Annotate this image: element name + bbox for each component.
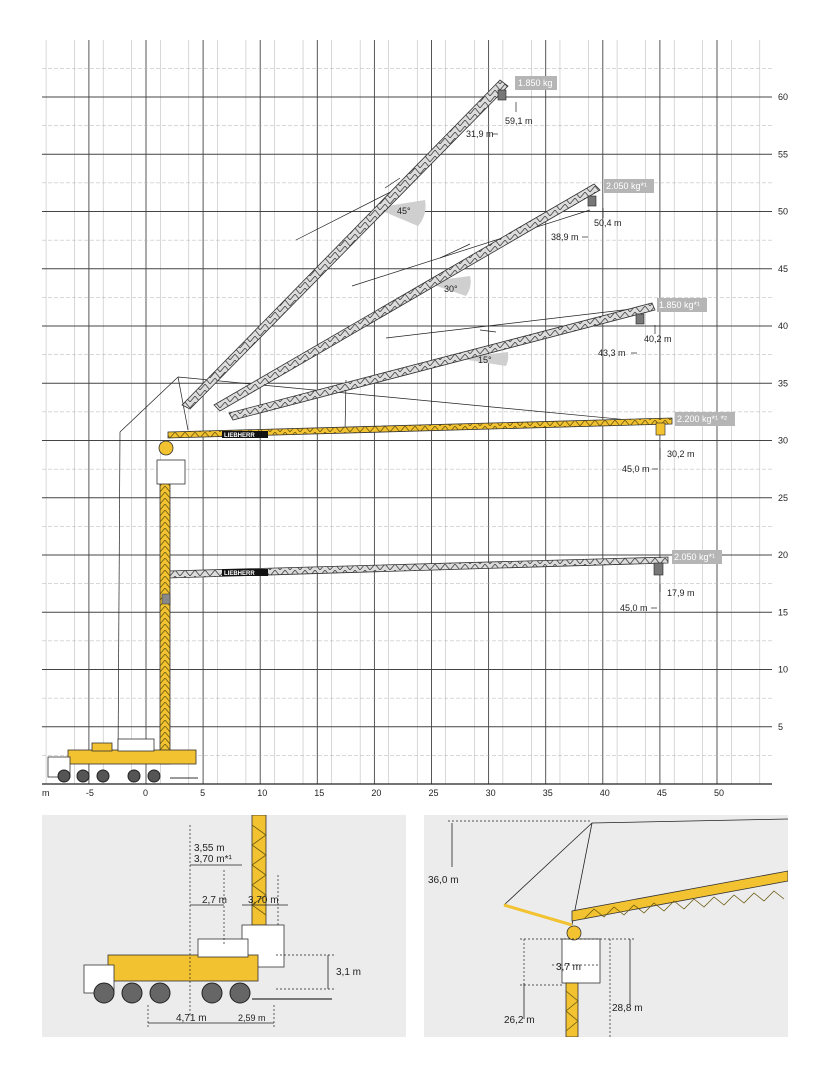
svg-text:2.050 kg*¹: 2.050 kg*¹ bbox=[674, 552, 716, 562]
tower-head-detail-drawing bbox=[424, 815, 788, 1037]
x-tick-label: 10 bbox=[257, 788, 268, 798]
dim-2-7: 2,7 m bbox=[202, 895, 228, 906]
svg-text:2.200 kg*¹ *²: 2.200 kg*¹ *² bbox=[677, 414, 728, 424]
svg-text:2.050 kg*¹: 2.050 kg*¹ bbox=[606, 181, 648, 191]
radius-label-4: 45,0 m bbox=[622, 464, 650, 474]
y-tick-label: 45 bbox=[778, 263, 789, 274]
hook-height-label-3: 40,2 m bbox=[644, 334, 672, 344]
angle-label-45: 45° bbox=[397, 206, 411, 216]
dim-36-0: 36,0 m bbox=[428, 875, 459, 886]
x-tick-label: 40 bbox=[599, 788, 610, 798]
dim-3-70-b: 3,70 m bbox=[248, 895, 279, 906]
dim-3-1: 3,1 m bbox=[336, 967, 362, 978]
svg-text:1.850 kg*¹: 1.850 kg*¹ bbox=[659, 300, 701, 310]
y-tick-label: 20 bbox=[778, 550, 789, 560]
svg-text:1.850 kg: 1.850 kg bbox=[518, 78, 553, 88]
x-tick-label: -5 bbox=[85, 788, 94, 798]
x-axis-unit: m bbox=[42, 788, 50, 798]
hook-height-label-1: 59,1 m bbox=[505, 116, 533, 126]
y-tick-label: 60 bbox=[778, 92, 789, 102]
y-tick-label: 5 bbox=[778, 721, 784, 732]
x-tick-label: 45 bbox=[656, 788, 667, 798]
load-label-5 bbox=[672, 550, 722, 564]
dim-3-7: 3,7 m bbox=[556, 962, 582, 973]
angle-label-30: 30° bbox=[444, 284, 458, 294]
x-axis-labels bbox=[86, 788, 724, 798]
y-tick-label: 15 bbox=[778, 607, 789, 618]
jib-brand-upper: LIEBHERR bbox=[224, 433, 255, 439]
x-tick-label: 30 bbox=[485, 788, 496, 798]
jib-brand-lower: LIEBHERR bbox=[224, 571, 255, 577]
y-axis-labels bbox=[778, 92, 788, 732]
hook-height-label-4: 30,2 m bbox=[667, 449, 695, 459]
hook-height-label-5: 17,9 m bbox=[667, 588, 695, 598]
dim-28-8: 28,8 m bbox=[612, 1003, 643, 1014]
dim-2-59: 2,59 m bbox=[238, 1013, 266, 1023]
x-tick-label: 15 bbox=[314, 788, 325, 798]
y-tick-label: 55 bbox=[778, 149, 789, 160]
dim-3-55: 3,55 m bbox=[194, 843, 225, 854]
load-label-1 bbox=[515, 76, 557, 90]
dim-3-70-a: 3,70 m*¹ bbox=[194, 854, 232, 865]
y-tick-label: 30 bbox=[778, 435, 789, 446]
radius-label-2: 38,9 m bbox=[551, 232, 579, 242]
y-tick-label: 10 bbox=[778, 664, 789, 675]
load-label-2 bbox=[604, 179, 654, 193]
hook-height-label-2: 50,4 m bbox=[594, 218, 622, 228]
x-tick-label: 50 bbox=[714, 788, 725, 798]
y-tick-label: 25 bbox=[778, 492, 789, 503]
dim-26-2: 26,2 m bbox=[504, 1015, 535, 1026]
y-tick-label: 50 bbox=[778, 206, 789, 217]
x-tick-label: 35 bbox=[542, 788, 553, 798]
grid bbox=[42, 40, 772, 784]
x-tick-label: 20 bbox=[371, 788, 382, 798]
x-tick-label: 0 bbox=[143, 788, 149, 798]
x-tick-label: 5 bbox=[200, 788, 206, 798]
radius-label-5: 45,0 m bbox=[620, 603, 648, 613]
dim-4-71: 4,71 m bbox=[176, 1013, 207, 1024]
radius-label-1: 31,9 m bbox=[466, 129, 494, 139]
detail-carrier-dimensions bbox=[42, 815, 406, 1037]
load-label-4 bbox=[675, 412, 735, 426]
radius-label-3: 43,3 m bbox=[598, 348, 626, 358]
carrier-detail-drawing bbox=[42, 815, 406, 1037]
angle-label-15: 15° bbox=[478, 355, 492, 365]
detail-tower-head-dimensions bbox=[424, 815, 788, 1037]
x-tick-label: 25 bbox=[428, 788, 439, 798]
y-tick-label: 35 bbox=[778, 378, 789, 389]
load-label-3 bbox=[657, 298, 707, 312]
y-tick-label: 40 bbox=[778, 321, 789, 331]
